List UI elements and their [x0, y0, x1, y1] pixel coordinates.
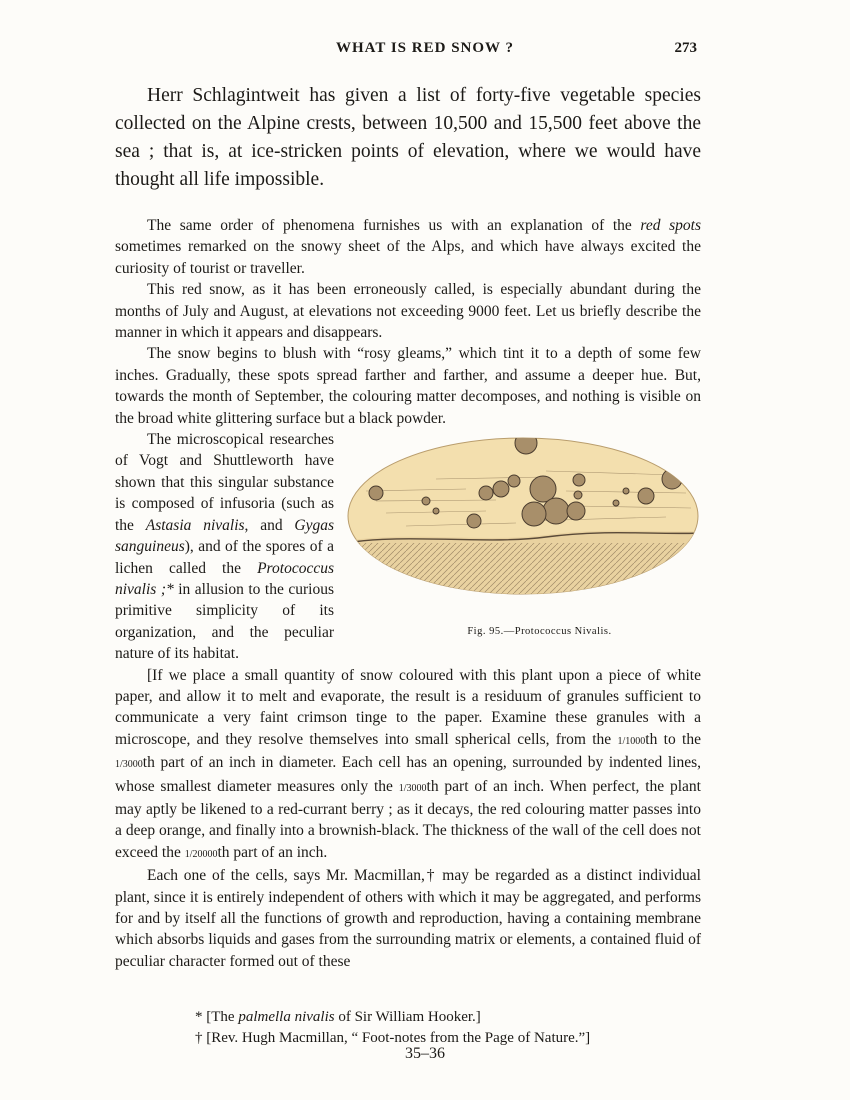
lead-paragraph: Herr Schlagintweit has given a list of forty-five vegetable species collected on the Alpine crests, between 10,500 and 15,500 feet above the sea ; that is, at ice-stricken points of elevation, where we would have thought all life impossible.	[115, 85, 701, 190]
paragraph-rosy-gleams: The snow begins to blush with “rosy gleams,” which tint it to a depth of some few inches. Gradually, these spots spread farther and farther, and assume a deeper hue. But, towards the month of September, the colouring matter decomposes, and nothing is visible on the broad white glittering surface but a black powder.	[115, 345, 701, 427]
page-number: 273	[674, 40, 697, 56]
paragraph-microscopical-researches: Fig. 95.—Protococcus Nivalis. The microscopical researches of Vogt and Shuttleworth have shown that this singular substance is composed of infusoria (such as the Astasia nivalis, and Gygas sanguineus), and of the spores of a lichen called the Protococcus nivalis ;* in allusion to the curious primitive simplicity of its organization, and the peculiar nature of its habitat.	[115, 429, 701, 664]
fraction: 1/1000	[617, 735, 646, 747]
running-head: WHAT IS RED SNOW ?	[335, 40, 515, 56]
lead-paragraph-block	[115, 82, 701, 194]
signature-mark: 35–36	[405, 1045, 445, 1062]
fraction: 1/3000	[398, 782, 427, 794]
paragraph-experiment: [If we place a small quantity of snow coloured with this plant upon a piece of white paper, and allow it to melt and evaporate, the result is a residuum of granules sufficient to communicate a very faint crimson tinge to the paper. Examine these granules with a microscope, and they resolve themselves into small spherical cells, from the 1/1000th to the 1/3000th part of an inch in diameter. Each cell has an opening, surrounded by indented lines, whose smallest diameter measures only the 1/3000th part of an inch. When perfect, the plant may aptly be likened to a red-currant berry ; as it decays, the red colouring matter passes into a deep orange, and finally into a brownish-black. The thickness of the wall of the cell does not exceed the 1/20000th part of an inch.	[115, 666, 701, 861]
paragraph-macmillan: Each one of the cells, says Mr. Macmillan,† may be regarded as a distinct individual plant, since it is entirely independent of others with which it may be aggregated, and performs for and by itself all the functions of growth and reproduction, having a containing membrane which absorbs liquids and gases from the surrounding matrix or elements, a contained fluid of peculiar character formed out of these	[115, 867, 701, 970]
body-text	[115, 215, 701, 972]
paragraph-red-spots: The same order of phenomena furnishes us with an explanation of the red spots sometimes remarked on the snowy sheet of the Alps, and which have always excited the curiosity of tourist or traveller.	[115, 217, 702, 277]
footnotes	[195, 1007, 590, 1049]
protococcus-illustration	[346, 431, 701, 621]
footnote-dagger: † [Rev. Hugh Macmillan, “ Foot-notes from the Page of Nature.”]	[195, 1030, 591, 1046]
footnote-star: * [The palmella nivalis of Sir William Hooker.]	[195, 1009, 481, 1025]
figure-caption: Fig. 95.—Protococcus Nivalis.	[467, 626, 612, 638]
fraction: 1/3000	[115, 759, 143, 771]
page-header	[0, 40, 850, 64]
paragraph-red-snow: This red snow, as it has been erroneously called, is especially abundant during the months of July and August, at elevations not exceeding 9000 feet. Let us briefly describe the manner in which it appears and disappears.	[115, 281, 701, 342]
figure-95	[346, 431, 701, 654]
fraction: 1/20000	[184, 848, 218, 860]
